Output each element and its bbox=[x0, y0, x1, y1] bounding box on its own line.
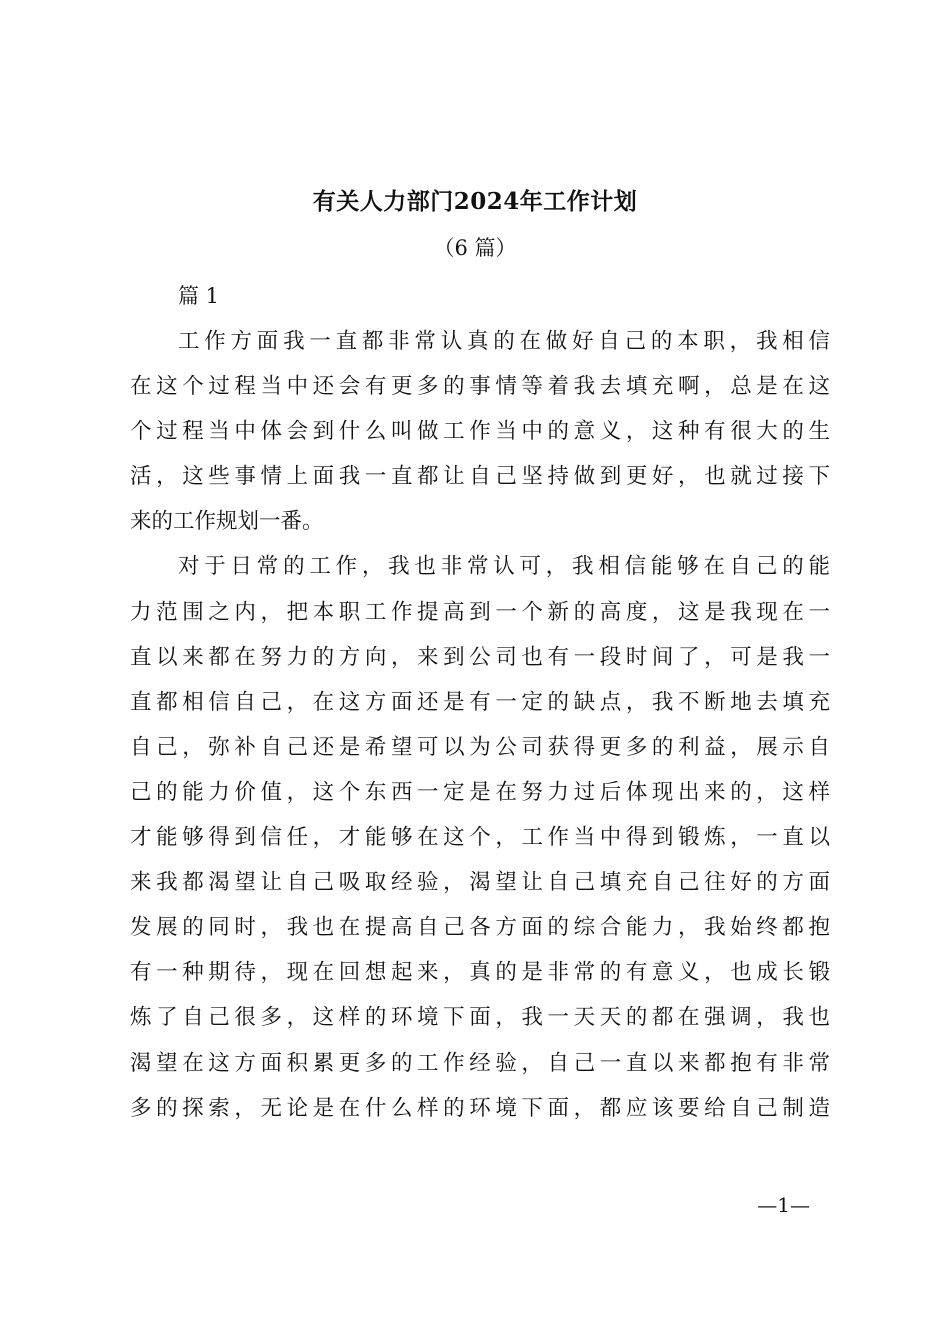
paragraph-line: 工作方面我一直都非常认真的在做好自己的本职，我相信 bbox=[178, 329, 830, 354]
paragraph-line: 多的探索，无论是在什么样的环境下面，都应该要给自己制造 bbox=[130, 1095, 830, 1121]
paragraph-line: 自己，弥补自己还是希望可以为公司获得更多的利益，展示自 bbox=[130, 734, 830, 760]
document-subtitle: （6 篇） bbox=[433, 236, 517, 260]
paragraph-line: 在这个过程当中还会有更多的事情等着我去填充啊，总是在这 bbox=[130, 374, 830, 400]
paragraph-line: 力范围之内，把本职工作提高到一个新的高度，这是我现在一 bbox=[130, 599, 830, 625]
body-text bbox=[130, 322, 830, 1134]
paragraph-line: 炼了自己很多，这样的环境下面，我一天天的都在强调，我也 bbox=[130, 1005, 830, 1031]
paragraph-line: 活，这些事情上面我一直都让自己坚持做到更好，也就过接下 bbox=[130, 464, 830, 490]
paragraph-line: 来的工作规划一番。 bbox=[130, 509, 324, 535]
paragraph-line: 个过程当中体会到什么叫做工作当中的意义，这种有很大的生 bbox=[130, 419, 830, 445]
page-number: —1— bbox=[757, 1193, 810, 1217]
paragraph-line: 才能够得到信任，才能够在这个，工作当中得到锻炼，一直以 bbox=[130, 825, 830, 851]
document-title: 有关人力部门2024年工作计划 bbox=[312, 188, 638, 215]
paragraph-line: 直以来都在努力的方向，来到公司也有一段时间了，可是我一 bbox=[130, 644, 830, 670]
paragraph-line: 有一种期待，现在回想起来，真的是非常的有意义，也成长锻 bbox=[130, 960, 830, 986]
paragraph-line: 直都相信自己，在这方面还是有一定的缺点，我不断地去填充 bbox=[130, 689, 830, 715]
paragraph-line: 对于日常的工作，我也非常认可，我相信能够在自己的能 bbox=[178, 554, 830, 580]
paragraph-line: 己的能力价值，这个东西一定是在努力过后体现出来的，这样 bbox=[130, 779, 830, 805]
paragraph-line: 来我都渴望让自己吸取经验，渴望让自己填充自己往好的方面 bbox=[130, 870, 830, 896]
paragraph-line: 渴望在这方面积累更多的工作经验，自己一直以来都抱有非常 bbox=[130, 1050, 830, 1076]
section-label: 篇 1 bbox=[178, 284, 220, 308]
paragraph-line: 发展的同时，我也在提高自己各方面的综合能力，我始终都抱 bbox=[130, 915, 830, 941]
